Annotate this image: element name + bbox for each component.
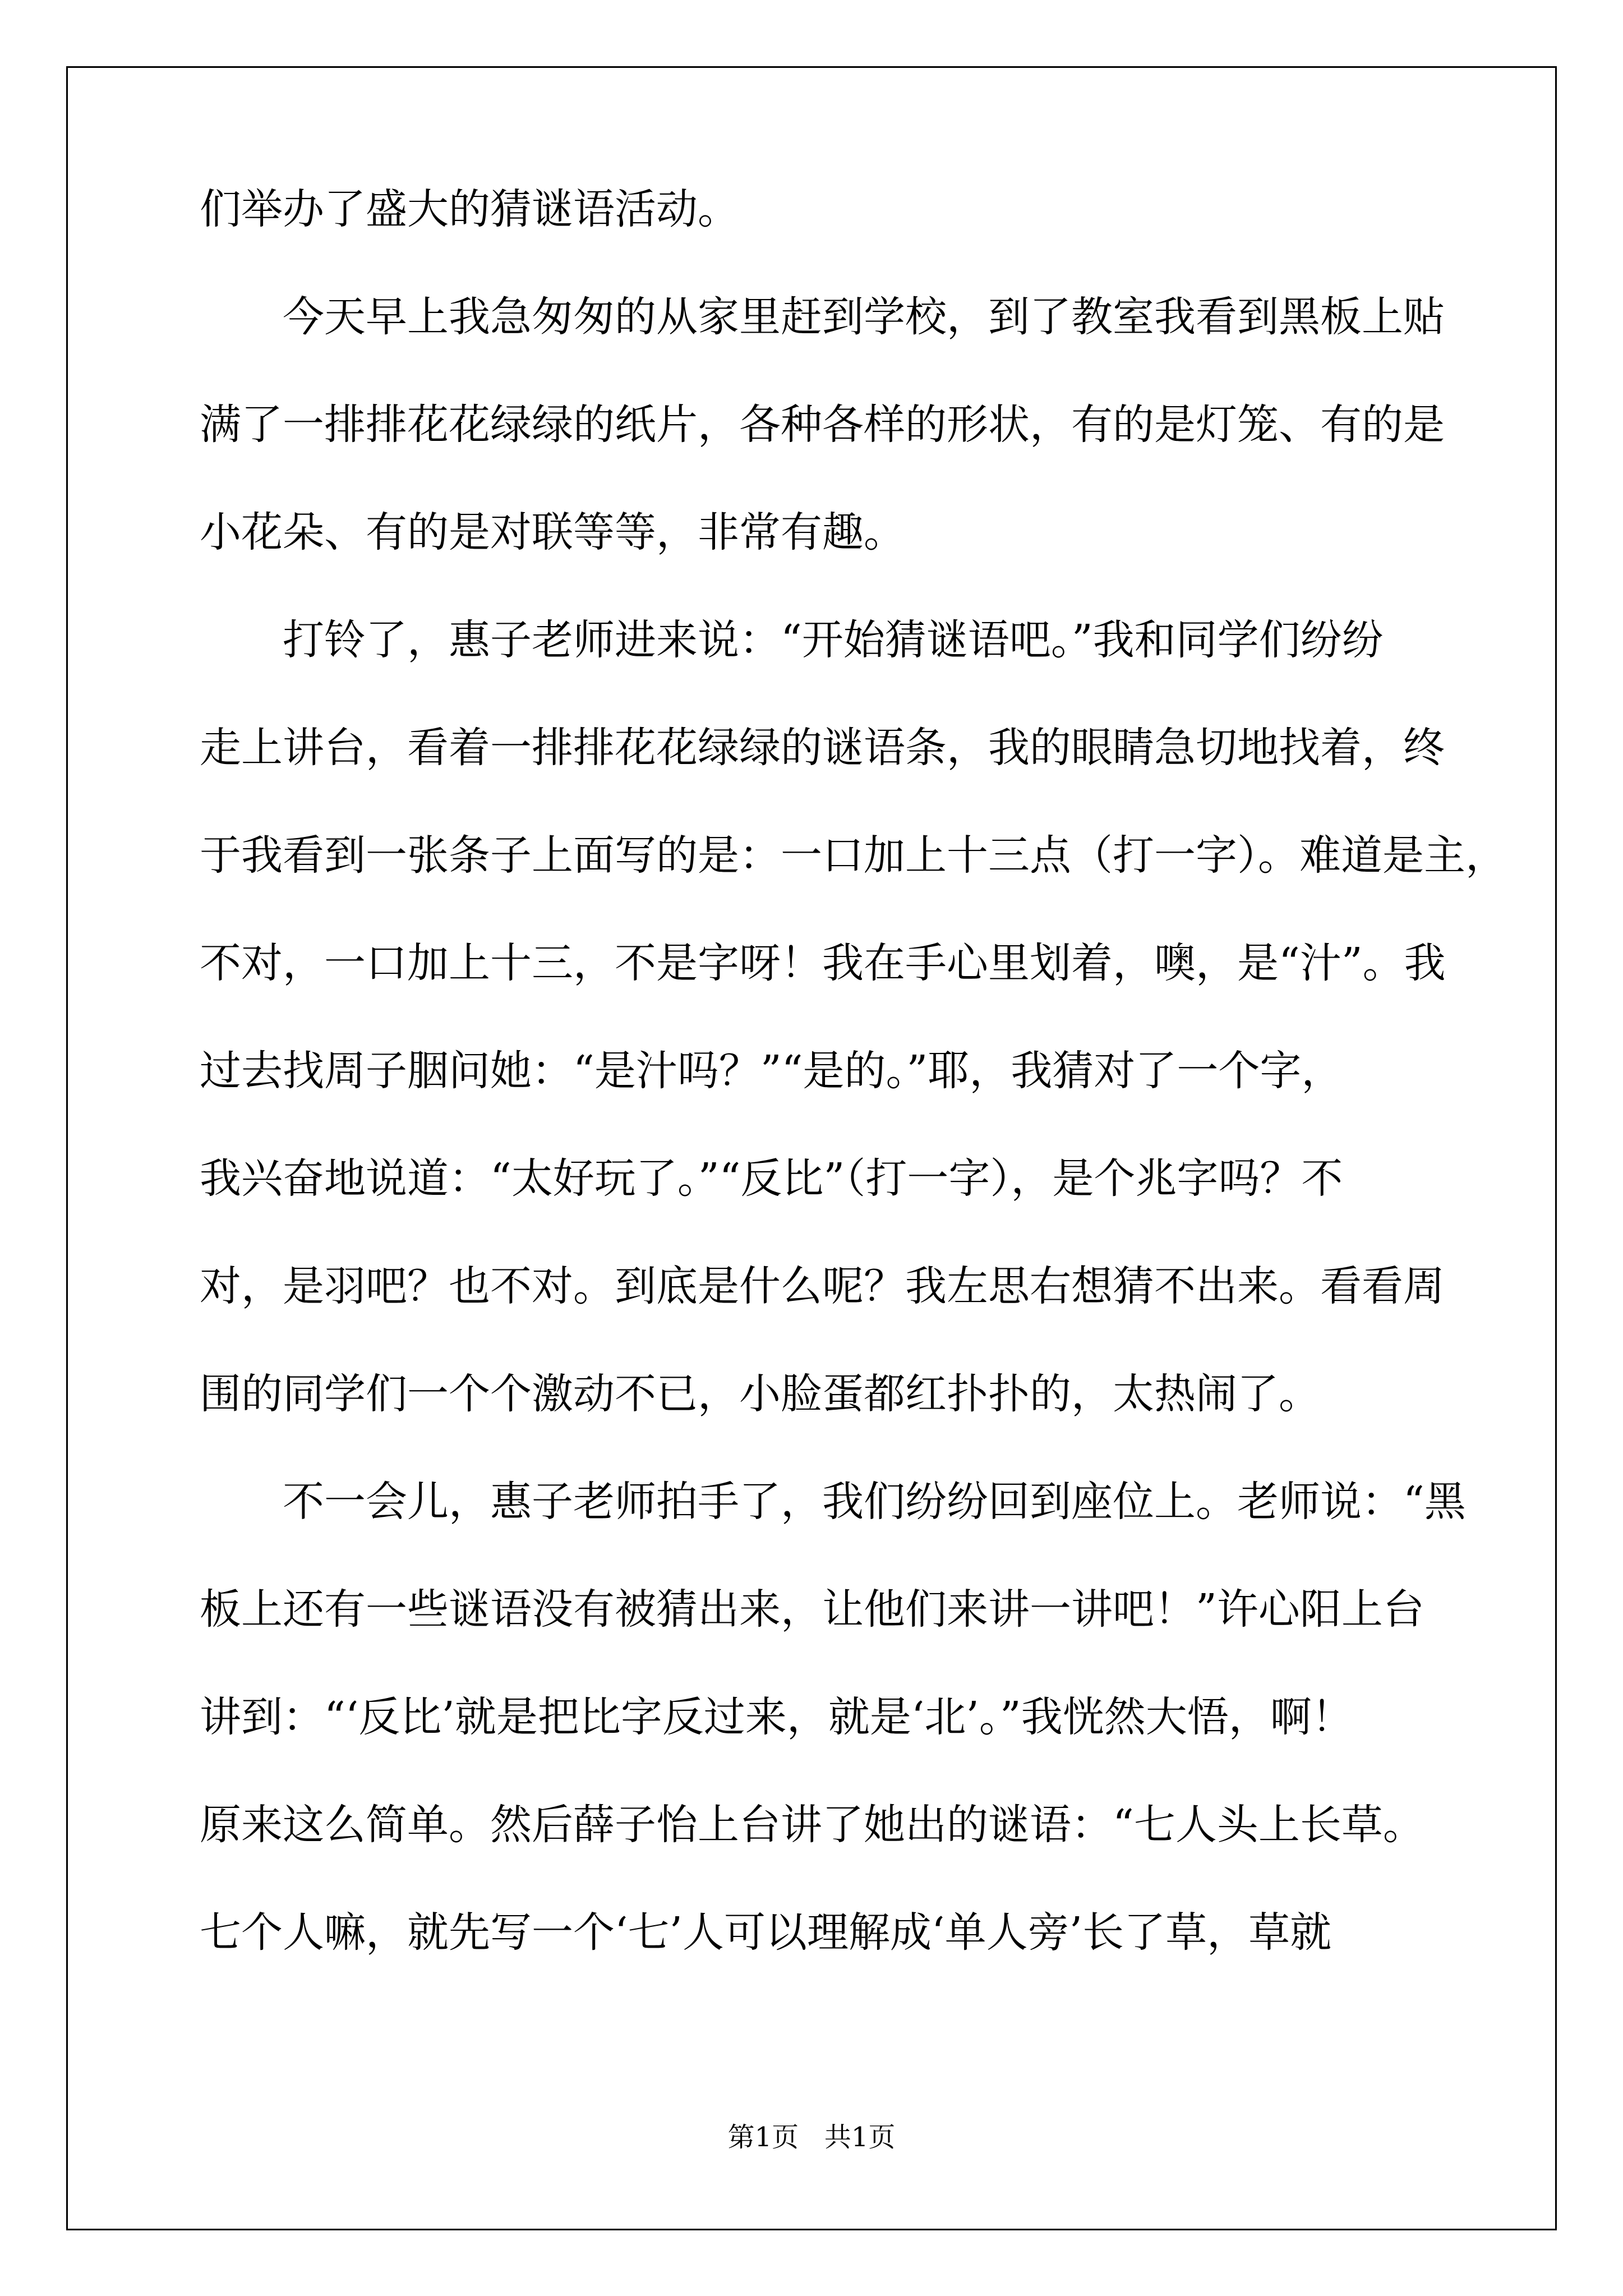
text-line: 今天早上我急匆匆的从家里赶到学校，到了教室我看到黑板上贴 [283,293,1445,341]
text-line: 小花朵、有的是对联等等，非常有趣。 [200,508,905,556]
text-line: 板上还有一些谜语没有被猜出来，让他们来讲一讲吧！”许心阳上台 [200,1585,1424,1634]
text-line: 过去找周子胭问她：“是汁吗？”“是的。”耶，我猜对了一个字， [200,1047,1343,1095]
text-line: 七个人嘛，就先写一个‘七’人可以理解成‘单人旁’长了草，草就 [200,1908,1332,1957]
text-line: 对，是羽吧？也不对。到底是什么呢？我左思右想猜不出来。看看周 [200,1262,1445,1310]
text-line: 不对，一口加上十三，不是字呀！我在手心里划着，噢，是“汁”。我 [200,939,1446,987]
page-number-footer: 第1页 共1页 [727,2122,896,2153]
text-line: 讲到：“‘反比’就是把比字反过来，就是‘北’。”我恍然大悟，啊！ [200,1693,1353,1741]
text-line: 满了一排排花花绿绿的纸片，各种各样的形状，有的是灯笼、有的是 [200,401,1445,449]
text-line: 我兴奋地说道：“太好玩了。”“反比”（打一字），是个兆字吗？不 [200,1154,1343,1203]
text-line: 们举办了盛大的猜谜语活动。 [200,185,739,233]
text-line: 走上讲台，看着一排排花花绿绿的谜语条，我的眼睛急切地找着，终 [200,724,1445,772]
text-line: 不一会儿，惠子老师拍手了，我们纷纷回到座位上。老师说：“黑 [283,1478,1466,1526]
text-line: 围的同学们一个个激动不已，小脸蛋都红扑扑的，太热闹了。 [200,1370,1320,1418]
text-line: 打铃了，惠子老师进来说：“开始猜谜语吧。”我和同学们纷纷 [283,616,1384,664]
text-line: 于我看到一张条子上面写的是：一口加上十三点（打一字）。难道是主， [200,831,1507,880]
text-line: 原来这么简单。然后薛子怡上台讲了她出的谜语：“七人头上长草。 [200,1801,1424,1849]
